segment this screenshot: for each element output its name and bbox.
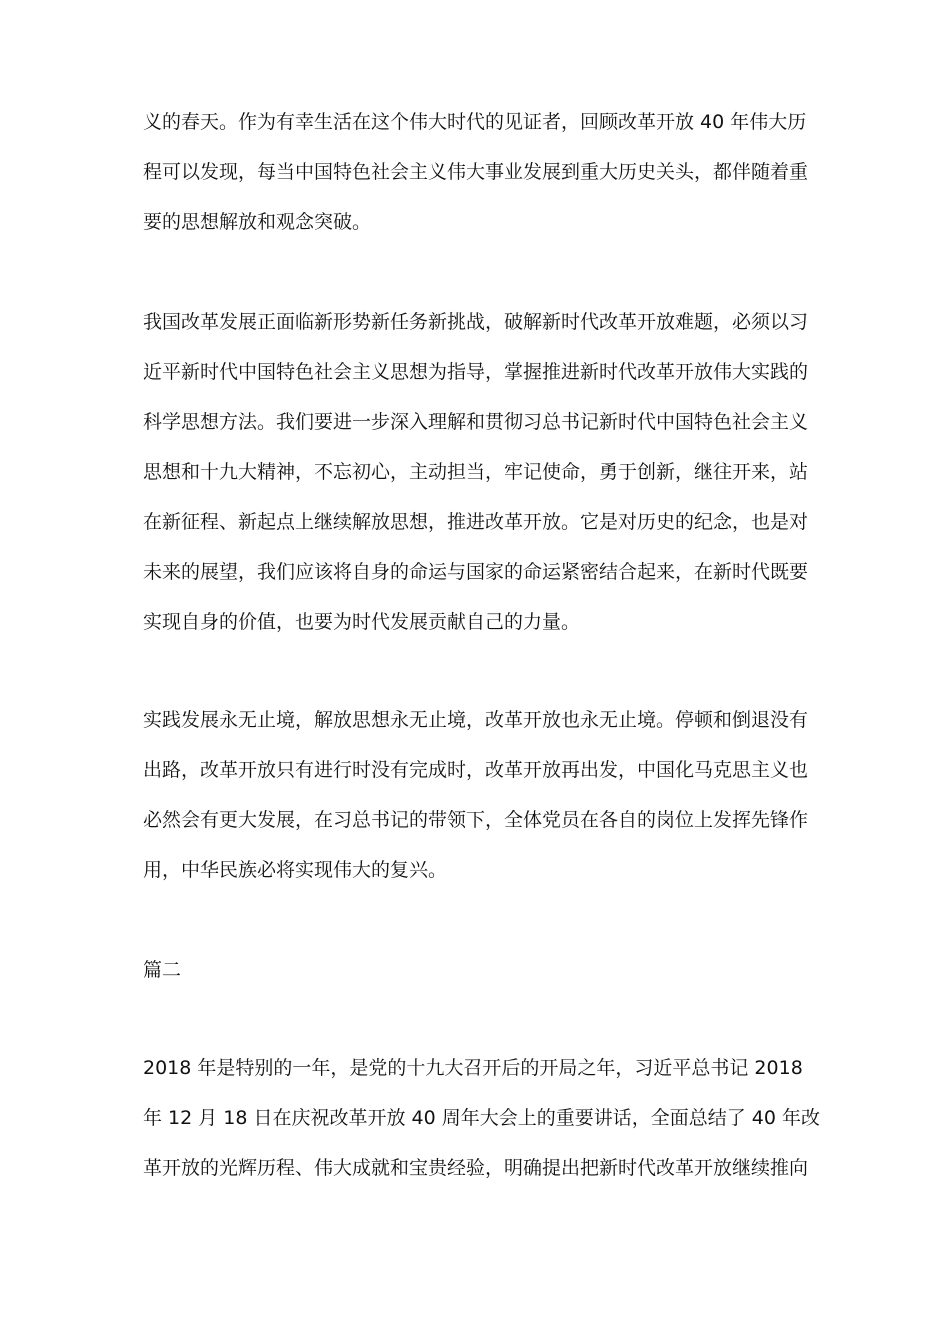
paragraph-5-line-3: 革开放的光辉历程、伟大成就和宝贵经验，明确提出把新时代改革开放继续推向: [143, 1157, 809, 1179]
section-heading: 篇二: [143, 959, 182, 981]
paragraph-1-line-1: 义的春天。作为有幸生活在这个伟大时代的见证者，回顾改革开放 40 年伟大历: [143, 111, 807, 133]
paragraph-2-line-1: 我国改革发展正面临新形势新任务新挑战，破解新时代改革开放难题，必须以习: [143, 311, 809, 333]
paragraph-2-line-2: 近平新时代中国特色社会主义思想为指导，掌握推进新时代改革开放伟大实践的: [143, 361, 809, 383]
paragraph-2-line-6: 未来的展望，我们应该将自身的命运与国家的命运紧密结合起来，在新时代既要: [143, 561, 809, 583]
paragraph-2-line-7: 实现自身的价值，也要为时代发展贡献自己的力量。: [143, 611, 581, 633]
paragraph-3-line-1: 实践发展永无止境，解放思想永无止境，改革开放也永无止境。停顿和倒退没有: [143, 709, 809, 731]
paragraph-1-line-3: 要的思想解放和观念突破。: [143, 211, 372, 233]
paragraph-3-line-2: 出路，改革开放只有进行时没有完成时，改革开放再出发，中国化马克思主义也: [143, 759, 809, 781]
paragraph-2-line-5: 在新征程、新起点上继续解放思想，推进改革开放。它是对历史的纪念，也是对: [143, 511, 809, 533]
paragraph-5-line-2: 年 12 月 18 日在庆祝改革开放 40 周年大会上的重要讲话，全面总结了 40 年改: [143, 1107, 821, 1129]
paragraph-3-line-4: 用，中华民族必将实现伟大的复兴。: [143, 859, 448, 881]
paragraph-1-line-2: 程可以发现，每当中国特色社会主义伟大事业发展到重大历史关头，都伴随着重: [143, 161, 809, 183]
paragraph-2-line-3: 科学思想方法。我们要进一步深入理解和贯彻习总书记新时代中国特色社会主义: [143, 411, 809, 433]
paragraph-2-line-4: 思想和十九大精神，不忘初心，主动担当，牢记使命，勇于创新，继往开来，站: [143, 461, 809, 483]
paragraph-3-line-3: 必然会有更大发展，在习总书记的带领下，全体党员在各自的岗位上发挥先锋作: [143, 809, 809, 831]
paragraph-5-line-1: 2018 年是特别的一年，是党的十九大召开后的开局之年，习近平总书记 2018: [143, 1057, 803, 1079]
